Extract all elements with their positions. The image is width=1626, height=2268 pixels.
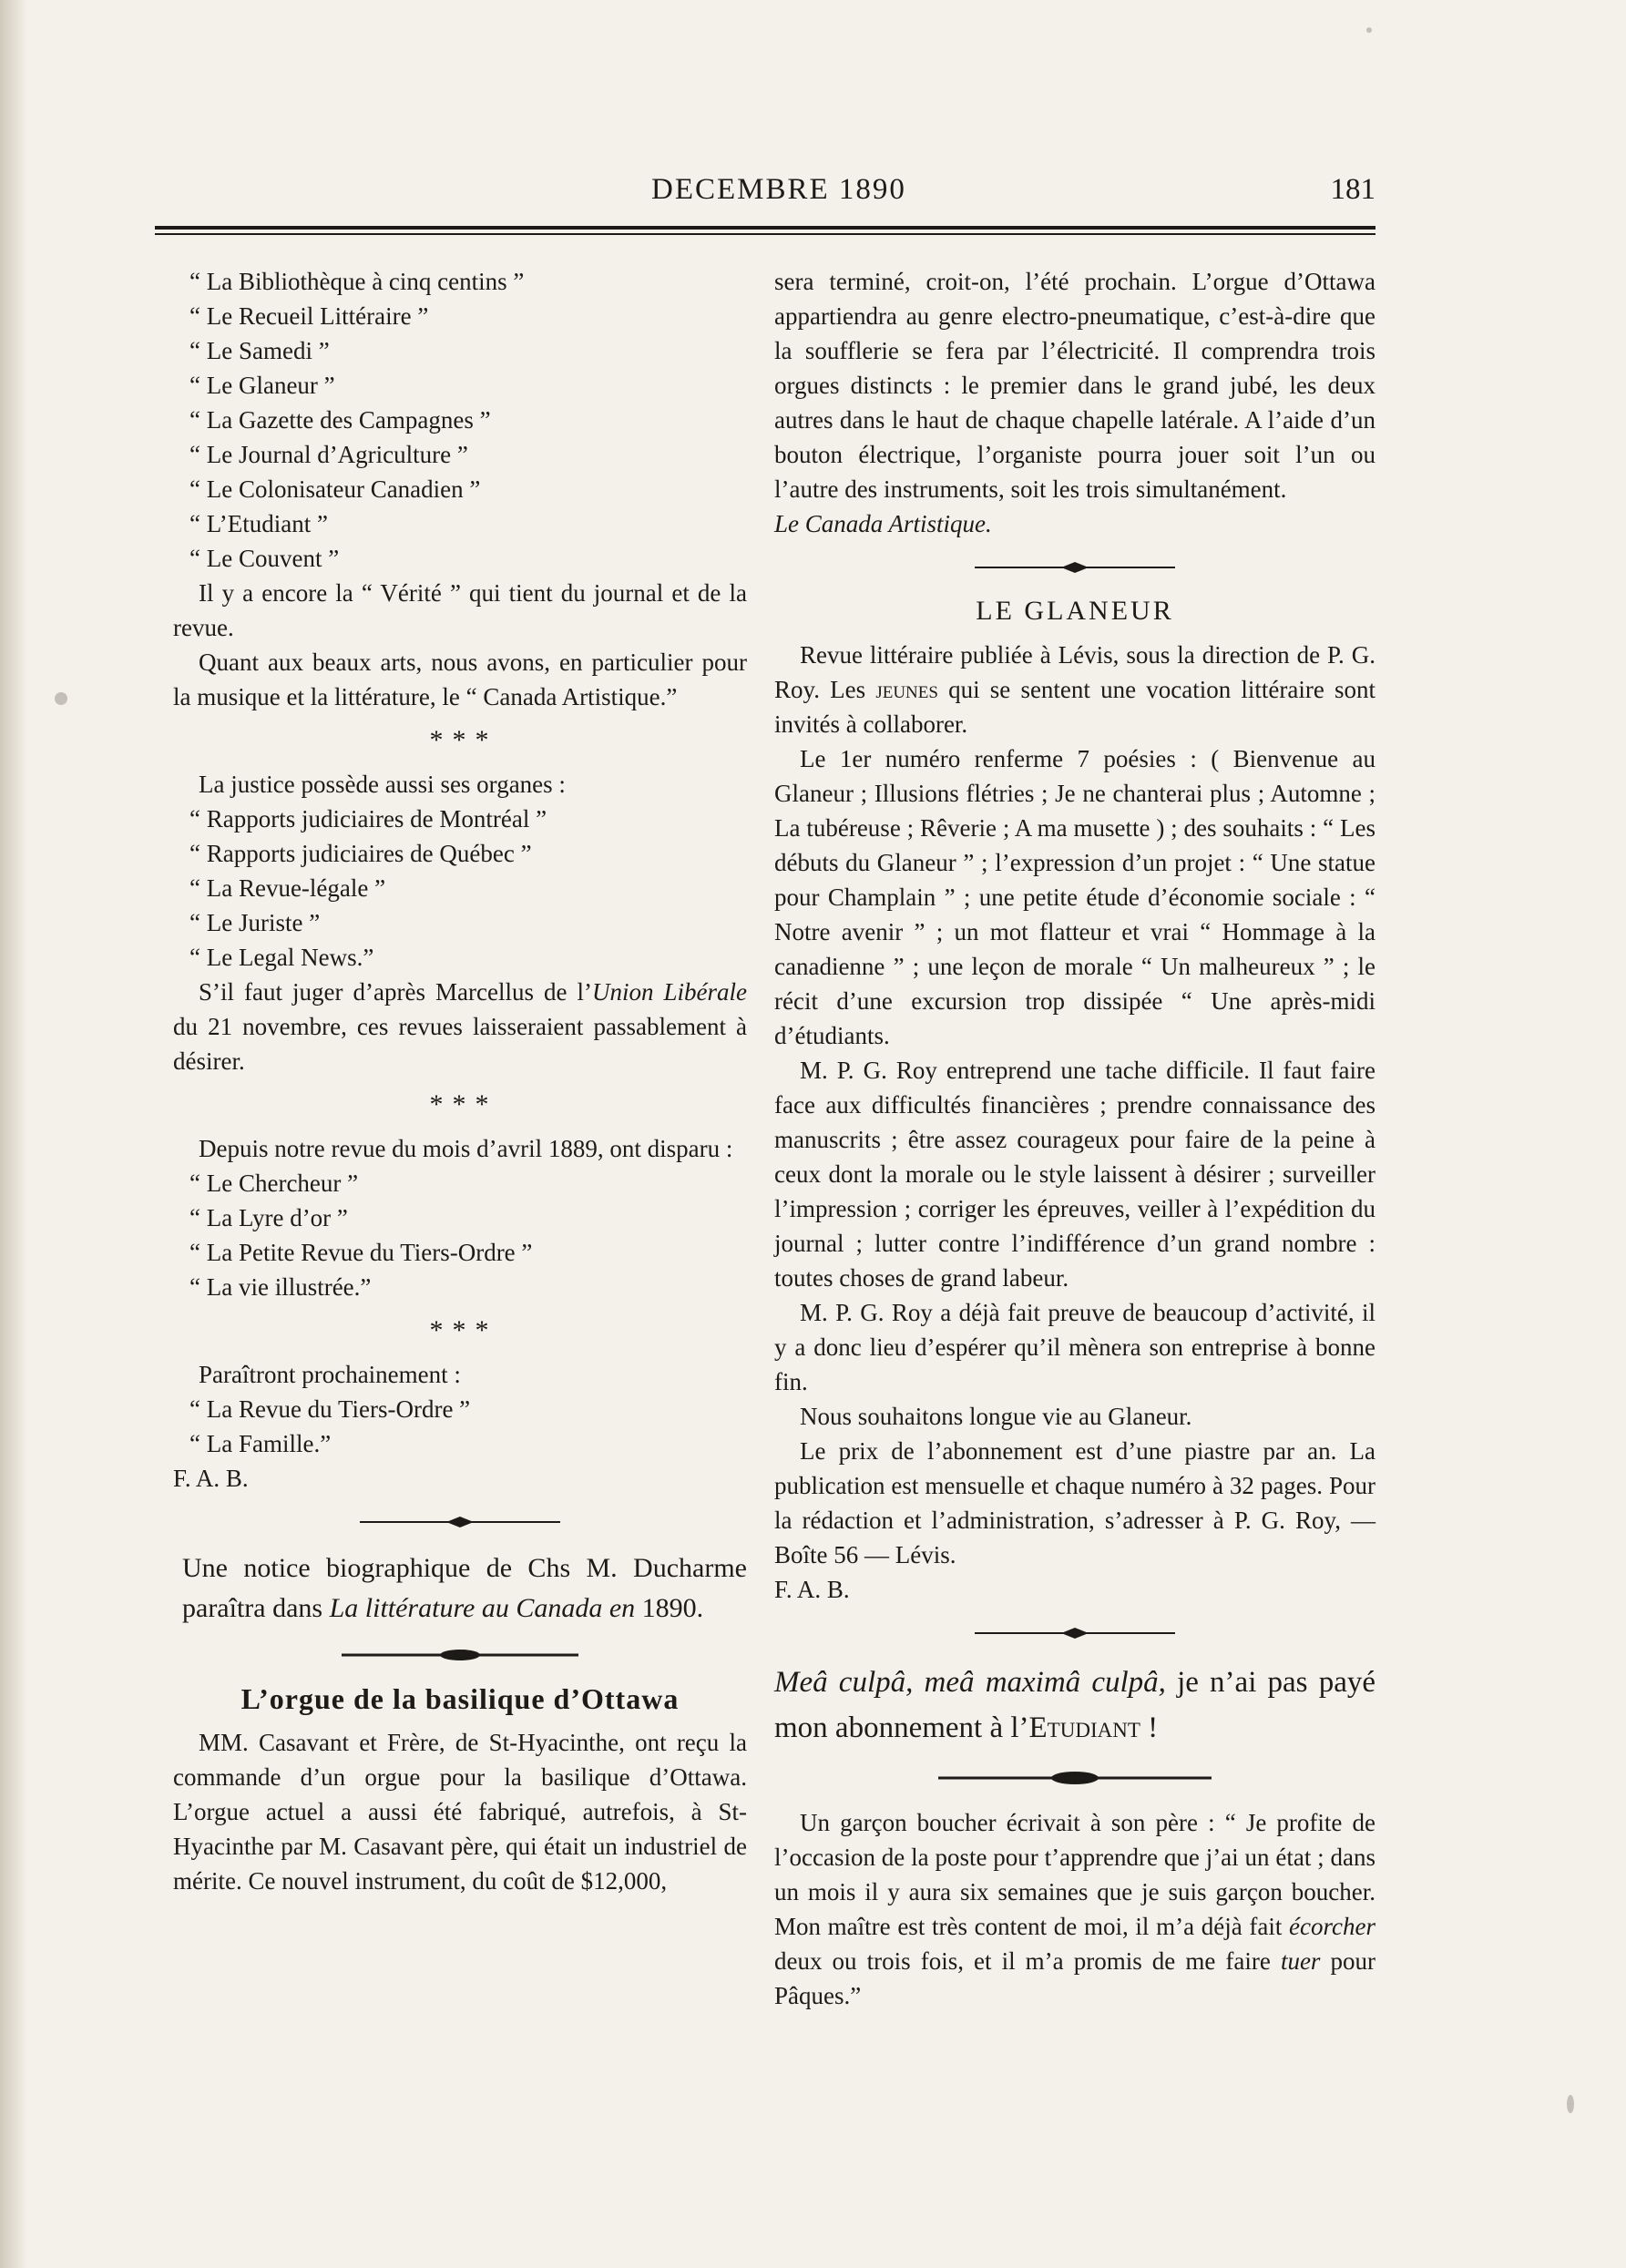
- list-item: “ La Revue-légale ”: [189, 874, 386, 902]
- asterism-2: * * *: [429, 1089, 491, 1119]
- asterism-1: * * *: [429, 725, 491, 755]
- paragraph-disparu: Depuis notre revue du mois d’avril 1889, ont disparu :: [199, 1135, 733, 1162]
- heading-orgue: L’orgue de la basilique d’Ottawa: [240, 1682, 680, 1715]
- list-item: “ Rapports judiciaires de Québec ”: [189, 840, 532, 867]
- list-item: “ Le Chercheur ”: [189, 1170, 359, 1197]
- ornament-divider: [975, 561, 1175, 574]
- text-fragment: du 21 novembre, ces revues laisseraient passablement à désirer.: [173, 1013, 747, 1075]
- ornament-divider: [360, 1516, 560, 1528]
- paragraph-paraitront: Paraîtront prochainement :: [199, 1361, 461, 1388]
- header-rule-thin: [155, 233, 1375, 235]
- paragraph-glaneur-abonnement: Le prix de l’abonnement est d’une piastre par an. La publication est mensuelle et chaque numéro à 32 pages. Pour la rédaction et l’administration, s’adresser à P. G. Roy, — Boîte 56 — Lévis.: [774, 1437, 1375, 1568]
- paragraph-orgue-continued: sera terminé, croit-on, l’été prochain. L’orgue d’Ottawa appartiendra au genre electro-pneumatique, c’est-à-dire que la soufflerie se fera par l’électricité. Il comprendra trois orgues distincts : le premier dans le grand jubé, les deux autres dans le haut de chaque chapelle latérale. A l’aide d’un bouton électrique, l’organiste pourra jouer soit l’un ou l’autre des instruments, soit les trois simultanément.: [774, 268, 1375, 503]
- periodical-list-1: [173, 264, 747, 576]
- text-fragment: je n’ai pas payé mon abonnement à l’: [774, 1666, 1375, 1744]
- periodical-list-paraitront: [173, 1392, 747, 1461]
- list-item: “ La Gazette des Campagnes ”: [189, 406, 491, 434]
- list-item: “ Le Legal News.”: [189, 944, 374, 971]
- paragraph-glaneur-souhait: Nous souhaitons longue vie au Glaneur.: [800, 1403, 1192, 1430]
- list-item: “ Le Glaneur ”: [189, 372, 335, 399]
- text-fragment: deux ou trois fois, et il m’a promis de me faire: [774, 1947, 1281, 1975]
- periodical-list-disparus: [173, 1166, 747, 1304]
- paper-speck: [1366, 27, 1372, 33]
- list-item: “ Rapports judiciaires de Montréal ”: [189, 805, 547, 833]
- text-fragment: pour Pâques.”: [774, 1947, 1376, 2009]
- italic-ecorcher: écorcher: [1289, 1913, 1375, 1940]
- signature-left: F. A. B.: [173, 1465, 249, 1492]
- text-fragment: 1890.: [635, 1593, 704, 1623]
- paragraph-marcellus: [173, 975, 747, 1078]
- header-rule-thick: [155, 226, 1375, 230]
- italic-tuer: tuer: [1280, 1947, 1321, 1975]
- smallcaps-etudiant: Etudiant: [1028, 1711, 1140, 1744]
- paragraph-glaneur-activite: M. P. G. Roy a déjà fait preuve de beaucoup d’activité, il y a donc lieu d’espérer qu’il mènera son entreprise à bonne fin.: [774, 1299, 1375, 1395]
- list-item: “ La vie illustrée.”: [189, 1273, 372, 1301]
- notice-mea-culpa: [774, 1660, 1375, 1751]
- paragraph-glaneur-tache: M. P. G. Roy entreprend une tache difficile. Il faut faire face aux difficultés financières ; prendre connaissance des manuscrits ; être assez courageux pour faire de la peine à ceux dont la morale ou le style laissent à désirer ; surveiller l’impression ; corriger les épreuves, veiller à l’expédition du journal ; lutter contre l’indifférence d’un grand nombre : toutes choses de grand labeur.: [774, 1057, 1375, 1292]
- signature-right: F. A. B.: [774, 1576, 850, 1603]
- ornament-divider: [342, 1649, 578, 1661]
- right-column: [774, 264, 1375, 2013]
- page-number: 181: [1330, 173, 1375, 206]
- header-month: DECEMBRE 1890: [651, 173, 906, 206]
- paper-speck: [1567, 2095, 1574, 2113]
- running-header: [155, 173, 1375, 219]
- paragraph-glaneur-contents: Le 1er numéro renferme 7 poésies : ( Bienvenue au Glaneur ; Illusions flétries ; Je ne chanterai plus ; Automne ; La tubéreuse ; Rêverie ; A ma musette ) ; des souhaits : “ Les débuts du Glaneur ” ; l’expression d’un projet : “ Une statue pour Champlain ” ; une petite étude d’économie sociale : “ Notre avenir ” ; un mot flatteur et vrai “ Hommage à la canadienne ” ; une leçon de morale “ Un malheureux ” ; le récit d’une excursion trop dissipée “ Une après-midi d’étudiants.: [774, 745, 1375, 1049]
- paragraph-glaneur-intro: [774, 638, 1375, 741]
- list-item: “ La Revue du Tiers-Ordre ”: [189, 1395, 471, 1423]
- paragraph-garcon-boucher: [774, 1805, 1375, 2013]
- italic-mea-culpa: Meâ culpâ, meâ maximâ culpâ,: [774, 1666, 1166, 1699]
- text-fragment: Un garçon boucher écrivait à son père : “ Je profite de l’occasion de la poste pour t’apprendre que j’ai un état ; dans un mois il y aura six semaines que je suis garçon boucher. Mon maître est très content de moi, il m’a déjà fait: [774, 1809, 1375, 1940]
- paper-speck: [55, 692, 67, 705]
- text-fragment: S’il faut juger d’après Marcellus de l’: [199, 978, 592, 1006]
- ornament-divider: [938, 1771, 1212, 1785]
- list-item: “ La Petite Revue du Tiers-Ordre ”: [189, 1239, 533, 1266]
- source-credit: Le Canada Artistique.: [774, 510, 992, 537]
- paragraph-verite: Il y a encore la “ Vérité ” qui tient du journal et de la revue.: [173, 579, 747, 641]
- left-column: [173, 264, 747, 1898]
- scan-shadow: [0, 0, 27, 2268]
- periodical-list-justice: [173, 802, 747, 975]
- text-fragment: !: [1140, 1711, 1159, 1744]
- notice-ducharme: [173, 1548, 747, 1629]
- list-item: “ L’Etudiant ”: [189, 510, 328, 537]
- list-item: “ Le Couvent ”: [189, 545, 340, 572]
- italic-title-union-liberale: Union Libérale: [591, 978, 747, 1006]
- list-item: “ Le Samedi ”: [189, 337, 330, 364]
- heading-glaneur: LE GLANEUR: [976, 596, 1174, 626]
- list-item: “ Le Colonisateur Canadien ”: [189, 475, 481, 503]
- paragraph-orgue: MM. Casavant et Frère, de St-Hyacinthe, ont reçu la commande d’un orgue pour la basilique d’Ottawa. L’orgue actuel a aussi été fabriqué, autrefois, à St-Hyacinthe par M. Casavant père, qui était un industriel de mérite. Ce nouvel instrument, du coût de $12,000,: [173, 1729, 747, 1895]
- paragraph-justice-intro: La justice possède aussi ses organes :: [199, 771, 566, 798]
- list-item: “ Le Journal d’Agriculture ”: [189, 441, 468, 468]
- list-item: “ Le Recueil Littéraire ”: [189, 302, 429, 330]
- text-fragment: Revue littéraire publiée à Lévis, sous la direction de P. G. Roy. Les: [774, 641, 1375, 703]
- paragraph-beaux-arts: Quant aux beaux arts, nous avons, en particulier pour la musique et la littérature, le “ Canada Artistique.”: [173, 649, 747, 710]
- list-item: “ La Lyre d’or ”: [189, 1204, 348, 1231]
- asterism-3: * * *: [429, 1315, 491, 1345]
- text-fragment: Une notice biographique de Chs M. Ducharme paraîtra dans: [182, 1553, 747, 1623]
- list-item: “ Le Juriste ”: [189, 909, 321, 936]
- italic-title-litterature: La littérature au Canada en: [329, 1593, 636, 1623]
- ornament-divider: [975, 1627, 1175, 1640]
- list-item: “ La Bibliothèque à cinq centins ”: [189, 268, 525, 295]
- smallcaps-jeunes: jeunes: [875, 676, 938, 703]
- text-fragment: qui se sentent une vocation littéraire sont invités à collaborer.: [774, 676, 1375, 738]
- list-item: “ La Famille.”: [189, 1430, 332, 1457]
